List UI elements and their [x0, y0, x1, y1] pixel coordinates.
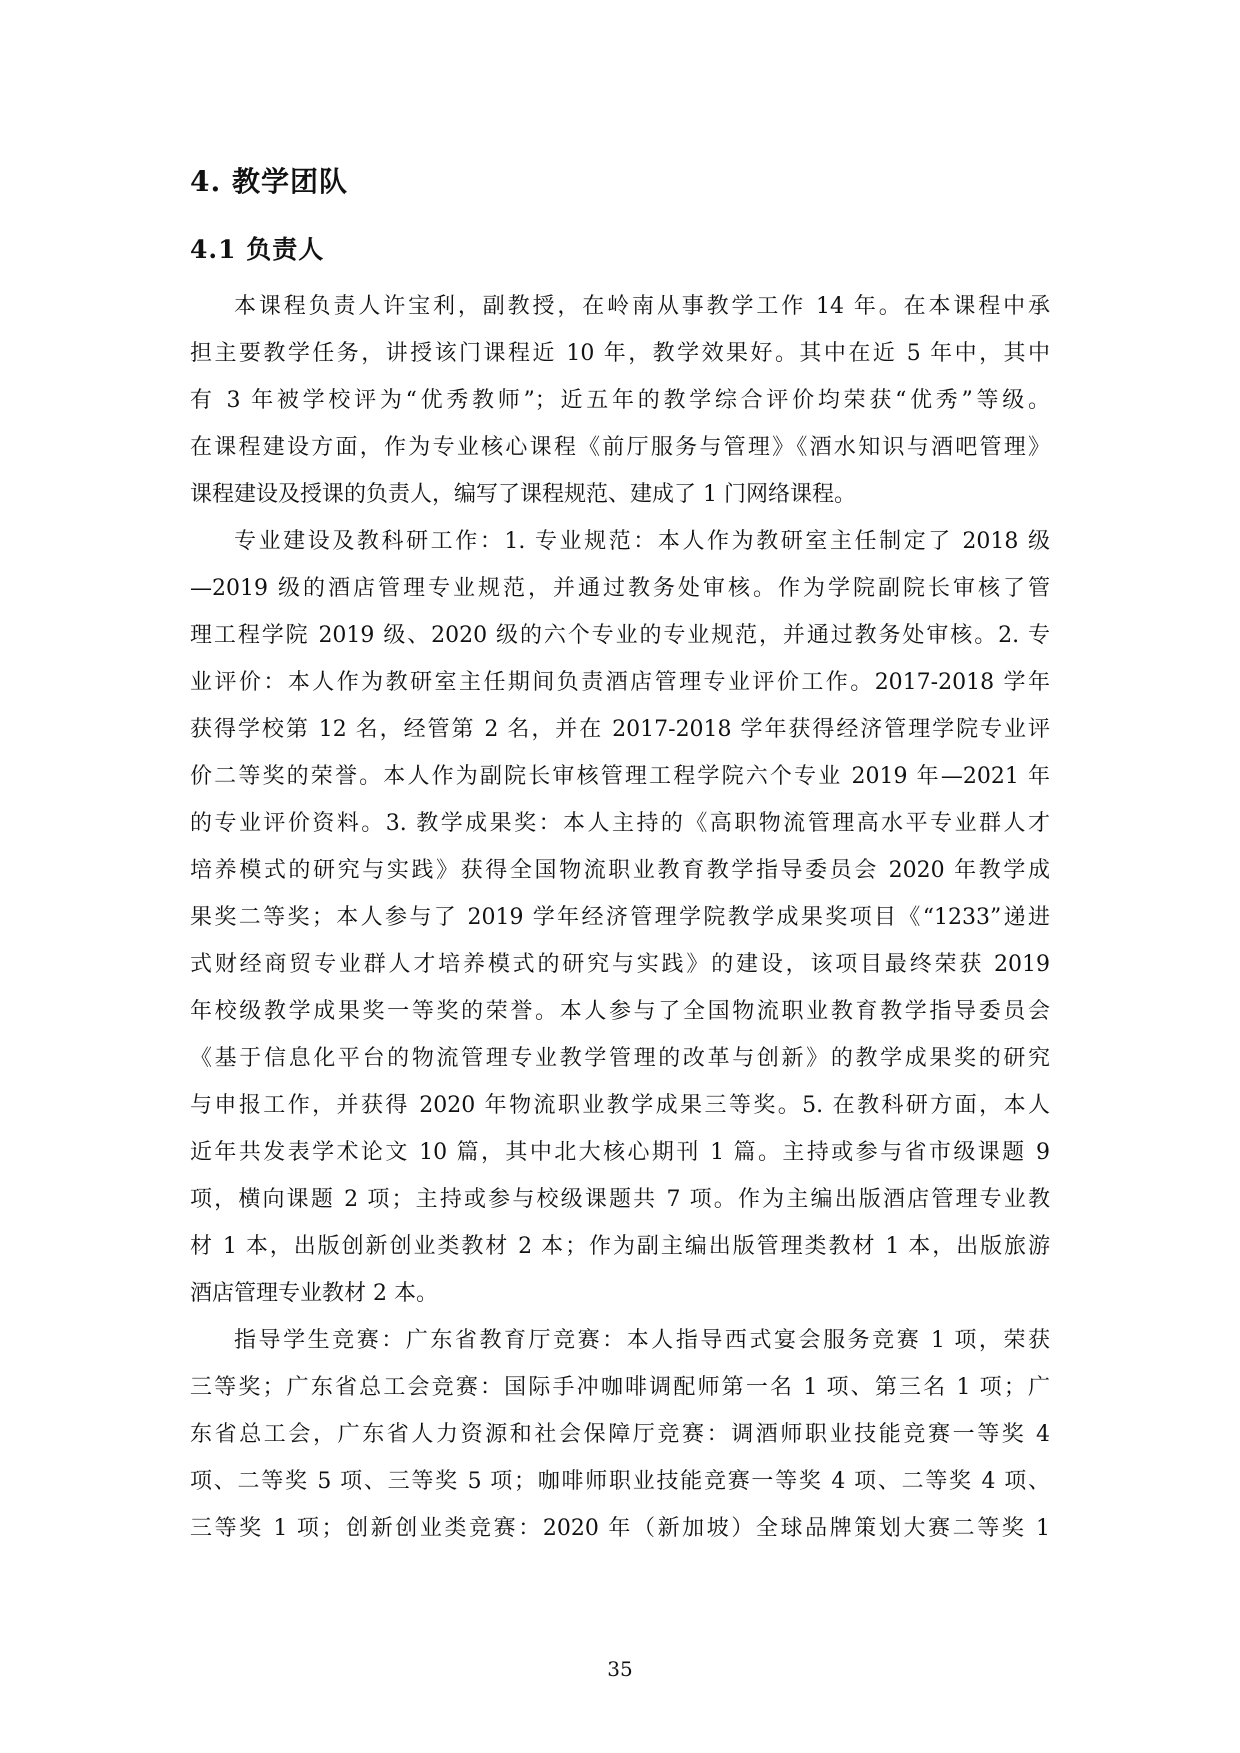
text-line: 东省总工会，广东省人力资源和社会保障厅竞赛：调酒师职业技能竞赛一等奖 4: [190, 1422, 1050, 1447]
text-line: 指导学生竞赛：广东省教育厅竞赛：本人指导西式宴会服务竞赛 1 项，荣获: [234, 1328, 1050, 1353]
text-line: 年校级教学成果奖一等奖的荣誉。本人参与了全国物流职业教育教学指导委员会: [190, 999, 1050, 1024]
paragraph-course-leader: [190, 283, 1050, 518]
text-line: 获得学校第 12 名，经管第 2 名，并在 2017-2018 学年获得经济管理学院专业评: [190, 717, 1050, 742]
text-line: 《基于信息化平台的物流管理专业教学管理的改革与创新》的教学成果奖的研究: [190, 1046, 1050, 1071]
text-line: 近年共发表学术论文 10 篇，其中北大核心期刊 1 篇。主持或参与省市级课题 9: [190, 1140, 1050, 1165]
text-line: 培养模式的研究与实践》获得全国物流职业教育教学指导委员会 2020 年教学成: [190, 858, 1050, 883]
text-line: 项、二等奖 5 项、三等奖 5 项；咖啡师职业技能竞赛一等奖 4 项、二等奖 4 项、: [190, 1469, 1050, 1494]
text-line: —2019 级的酒店管理专业规范，并通过教务处审核。作为学院副院长审核了管: [190, 576, 1050, 601]
paragraph-research-work: [190, 518, 1050, 1317]
section-heading: 4. 教学团队: [190, 165, 348, 198]
text-line: 担主要教学任务，讲授该门课程近 10 年，教学效果好。其中在近 5 年中，其中: [190, 341, 1050, 366]
body-text: [190, 283, 1050, 1552]
text-line: 有 3 年被学校评为“优秀教师”；近五年的教学综合评价均荣获“优秀”等级。: [190, 388, 1050, 413]
text-line: 三等奖 1 项；创新创业类竞赛：2020 年（新加坡）全球品牌策划大赛二等奖 1: [190, 1516, 1050, 1541]
text-line: 课程建设及授课的负责人，编写了课程规范、建成了 1 门网络课程。: [190, 482, 856, 507]
page-number: 35: [607, 1657, 633, 1681]
text-line: 三等奖；广东省总工会竞赛：国际手冲咖啡调配师第一名 1 项、第三名 1 项；广: [190, 1375, 1050, 1400]
text-line: 业评价：本人作为教研室主任期间负责酒店管理专业评价工作。2017-2018 学年: [190, 670, 1050, 695]
text-line: 果奖二等奖；本人参与了 2019 学年经济管理学院教学成果奖项目《“1233”递进: [190, 905, 1050, 930]
text-line: 本课程负责人许宝利，副教授，在岭南从事教学工作 14 年。在本课程中承: [234, 294, 1050, 319]
subsection-heading: 4.1 负责人: [190, 235, 325, 264]
text-line: 的专业评价资料。3. 教学成果奖：本人主持的《高职物流管理高水平专业群人才: [190, 811, 1050, 836]
text-line: 理工程学院 2019 级、2020 级的六个专业的专业规范，并通过教务处审核。2. 专: [190, 623, 1050, 648]
text-line: 式财经商贸专业群人才培养模式的研究与实践》的建设，该项目最终荣获 2019: [190, 952, 1050, 977]
text-line: 项，横向课题 2 项；主持或参与校级课题共 7 项。作为主编出版酒店管理专业教: [190, 1187, 1050, 1212]
text-line: 材 1 本，出版创新创业类教材 2 本；作为副主编出版管理类教材 1 本，出版旅游: [190, 1234, 1050, 1259]
paragraph-student-competitions: [190, 1317, 1050, 1552]
text-line: 酒店管理专业教材 2 本。: [190, 1281, 438, 1306]
text-line: 在课程建设方面，作为专业核心课程《前厅服务与管理》《酒水知识与酒吧管理》: [190, 435, 1050, 460]
text-line: 价二等奖的荣誉。本人作为副院长审核管理工程学院六个专业 2019 年—2021 年: [190, 764, 1050, 789]
text-line: 与申报工作，并获得 2020 年物流职业教学成果三等奖。5. 在教科研方面，本人: [190, 1093, 1050, 1118]
text-line: 专业建设及教科研工作：1. 专业规范：本人作为教研室主任制定了 2018 级: [234, 529, 1050, 554]
